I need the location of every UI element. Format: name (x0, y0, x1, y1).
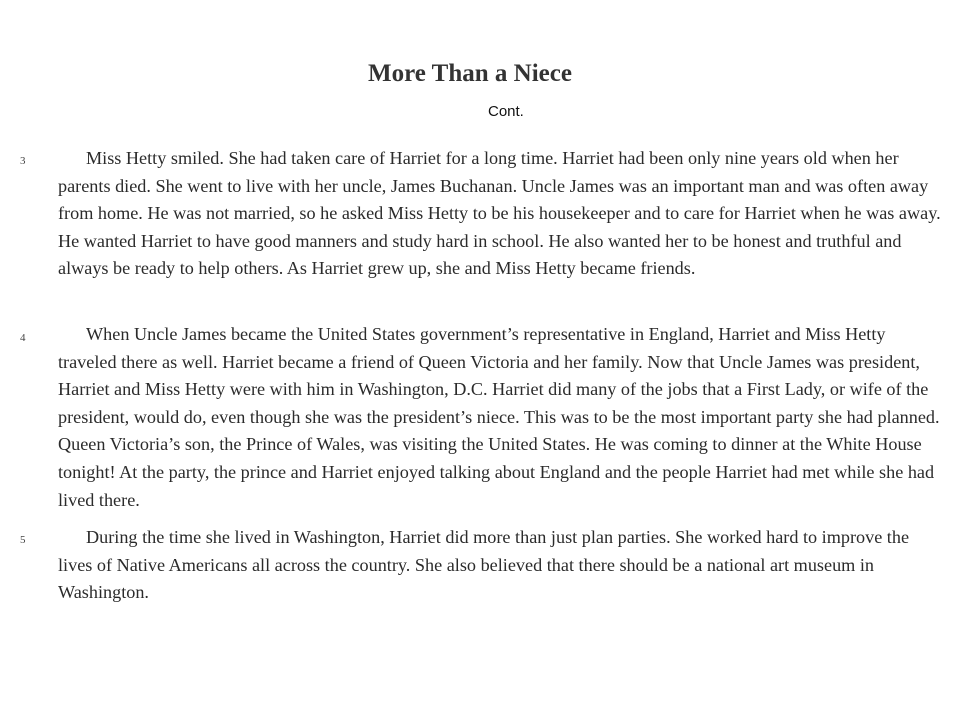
paragraph-text: Miss Hetty smiled. She had taken care of Harriet for a long time. Harriet had been only nine years old when her parents died. She went to live with her uncle, James Buchanan. Uncle James was an important man and was often away from home. He was not married, so he asked Miss Hetty to be his housekeeper and to care for Harriet when he was away. He wanted Harriet to have good manners and study hard in school. He also wanted her to be honest and truthful and always be ready to help others. As Harriet grew up, she and Miss Hetty became friends. (58, 148, 941, 279)
paragraph-number: 5 (20, 534, 26, 546)
paragraph-number: 4 (20, 332, 26, 344)
paragraph-text: During the time she lived in Washington, Harriet did more than just plan parties. She worked hard to improve the lives of Native Americans all across the country. She also believed that there should be a national art museum in Washington. (58, 527, 910, 603)
paragraph-number: 3 (20, 155, 26, 167)
page-subtitle: Cont. (488, 103, 524, 120)
paragraph-text: When Uncle James became the United States government’s representative in England, Harriet and Miss Hetty traveled there as well. Harriet became a friend of Queen Victoria and her family. Now that Uncle James was president, Harriet and Miss Hetty were with him in Washington, D.C. Harriet did many of the jobs that a First Lady, or wife of the president, would do, even though she was the president’s niece. This was to be the most important party she had planned. Queen Victoria’s son, the Prince of Wales, was visiting the United States. He was coming to dinner at the White House tonight! At the party, the prince and Harriet enjoyed talking about England and the people Harriet had met while she had lived there. (58, 324, 940, 510)
page-title: More Than a Niece (368, 60, 572, 87)
